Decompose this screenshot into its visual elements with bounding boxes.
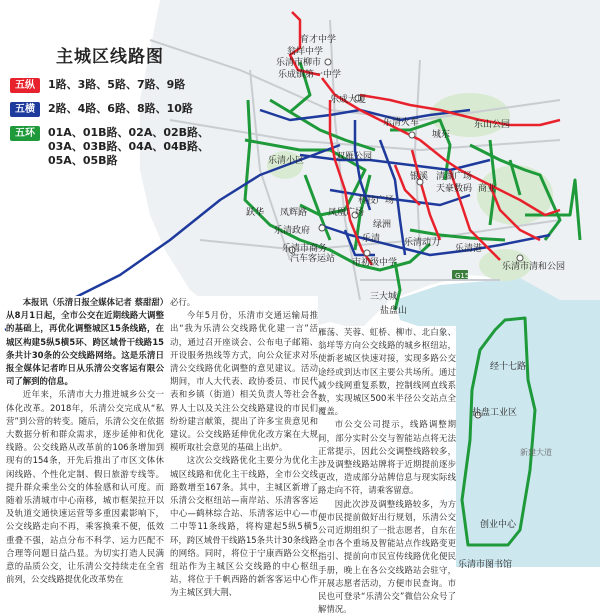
road-label: 新建大道 [520,448,552,457]
place-label: 创业中心 [480,520,517,530]
legend-tag: 五环 [10,126,40,141]
legend-tag: 五纵 [10,78,40,93]
place-label: 三大城 [370,292,398,302]
place-label: 东山公园 [474,120,511,130]
place-label: 绿洲 [373,220,392,230]
article-paragraph: 近年来，乐清市大力推进城乡公交一体化改革。2018年，乐清公交完成从“私营”到公营的转变。随后，乐清公交在依据大数据分析和群众需求，逐步延伸和优化线路。公交线路从改革前的106条增加到现有的154条，开先后推出了市区文体休闲线路、个性化定制、假日旅游专线等。提升群众乘坐公交的体验感和认可度。而随着乐清城市中心南移，城市框架拉开以及轨道交通快速运营等多重因素影响下，公交线路走向不再，乘客换乘不便，低效重叠不强，站点分布不科学、运力匹配不合理等问题日益凸显。为切实打造人民满意的品质公交，让乐清公交持续走在全省前列，公交线路提优化改革势在 [6,389,164,585]
article-paragraph: 今年5月份，乐清市交通运输局推出“我为乐清公交线路优化建一言”活动，通过召开座谈会、公布电子邮箱、开设服务热线等方式，向公众征求对乐清公交线路优化调整的意见建议。活动期间，市人大代表、政协委员、市民代表和乡镇（街道）相关负责人等社会各界人士以及关注公交线路建设的市民们纷纷建言献策，提出了许多宝贵意见和建议。公交线路延伸优化改方案在大规模听取社会意见的基础上出炉。 [170,310,318,453]
place-label: 清湖广场 [436,172,473,182]
article-paragraph: 这次公交线路优化主要分为优化主城区线路和优化主干线路，全市公交线路数增至167条。其中，主城区新增了乐清公交枢纽站—南岸站、乐清客客运中心—鹤林综合站、乐清客运中心—市二中等11条线路，将构建起5纵5横5环，跨区域骨干线路15条共计30条线路的网络。同时，将位于宁康西路公交枢纽站作为主城区公交线路的中心枢纽站，将位于千帆西路的新客客运中心作为主城区到大荆、 [170,455,318,598]
place-label: 科技广场 [358,196,395,206]
legend-row-vertical [10,78,185,93]
article-column-1 [6,296,164,585]
article-paragraph: 必行。 [170,297,196,307]
article-paragraph: 因此次涉及调整线路较多，为方便市民提前做好出行规划，乐清公交公司近期组织了一批志愿者，自东在全市各个重场及智能站点作线路变更指引、提前向市民宣传线路优化便民手册，晚上在各公交线路站会驻守，开展志愿者活动，方便市民查询。市民也可登录“乐清公交”微信公众号了解情况。 [318,498,456,615]
place-label: 天豪数码 [436,184,473,194]
article-column-3 [318,326,456,615]
article-paragraph: 雁荡、芙蓉、虹桥、柳市、北白象、翁垟等方向公交线路的城乡枢纽站，使新老城区快速对接，实现多路公交途经或到达市区主要公共场所。通过减少线网重复系数，控制线网直线系数，实现城区500米半径公交站点全覆盖。 [318,327,456,417]
place-label: 汽车客运站 [290,254,336,264]
place-label: 乐成镇第一中学 [278,70,342,80]
place-label: 经十七路 [490,362,527,372]
place-label: 乐清政府 [274,226,311,236]
map-title: 主城区线路图 [56,47,164,67]
article-byline: 本报讯（乐清日报全媒体记者 蔡甜甜）从8月1日起，全市公交在近期线路大调整的基础上，再优化调整城区15条线路，在城区构建5纵5横5环、跨区域骨干线路15条共计30条的公交线路网络。这是乐清日报全媒体记者昨日从乐清公交客运有限公司了解到的信息。 [6,297,164,387]
place-label: 乐清市清和公园 [502,262,566,272]
legend-routes: 01A、01B路、02A、02B路、03A、03B路、04A、04B路、05A、05B路 [48,126,210,167]
place-label: 城东 [432,130,451,140]
place-label: 跃华 [246,208,265,218]
place-label: 凤凰广场 [328,208,365,218]
legend-row-horizontal [10,102,193,117]
place-label: 乐清市商务 [282,244,328,254]
place-label: 凤辉路 [280,208,308,218]
place-label: 乐清动力 [404,238,441,248]
place-label: 乐清港 [455,244,483,254]
place-label: 乐清小区 [268,156,305,166]
legend-row-ring [10,126,228,168]
place-label: 双雁公园 [336,152,373,162]
place-label: 乐清市柳市 [276,58,322,68]
article-paragraph: 市公交公司提示，线路调整期间，部分实时公交与智能站点将无法正常提示，因此公交调整线路较多，涉及调整线路站牌将于近期提前逐步更改，造成部分站牌信息与现实际线路走向不符，请乘客留意。 [318,419,456,496]
place-label: 盐盘山 [380,306,408,316]
legend-tag: 五横 [10,102,40,117]
place-label: 市初级中学 [352,258,398,268]
legend-routes: 2路、4路、6路、8路、10路 [48,102,193,115]
place-label: 育才中学 [300,35,337,45]
place-label: 盐盘工业区 [472,408,518,418]
place-label: 乐清市图书馆 [458,560,513,570]
place-label: 乐清火车 [383,118,420,128]
article-column-2 [170,296,318,598]
place-label: 翁垟中学 [287,47,324,57]
place-label: 乐成大厦 [330,95,367,105]
place-label: 乐清 [362,234,381,244]
legend-routes: 1路、3路、5路、7路、9路 [48,78,186,91]
highway-label: G15 [455,272,470,280]
place-label: 银溪 [410,172,429,182]
place-label: 商业 [478,184,497,194]
